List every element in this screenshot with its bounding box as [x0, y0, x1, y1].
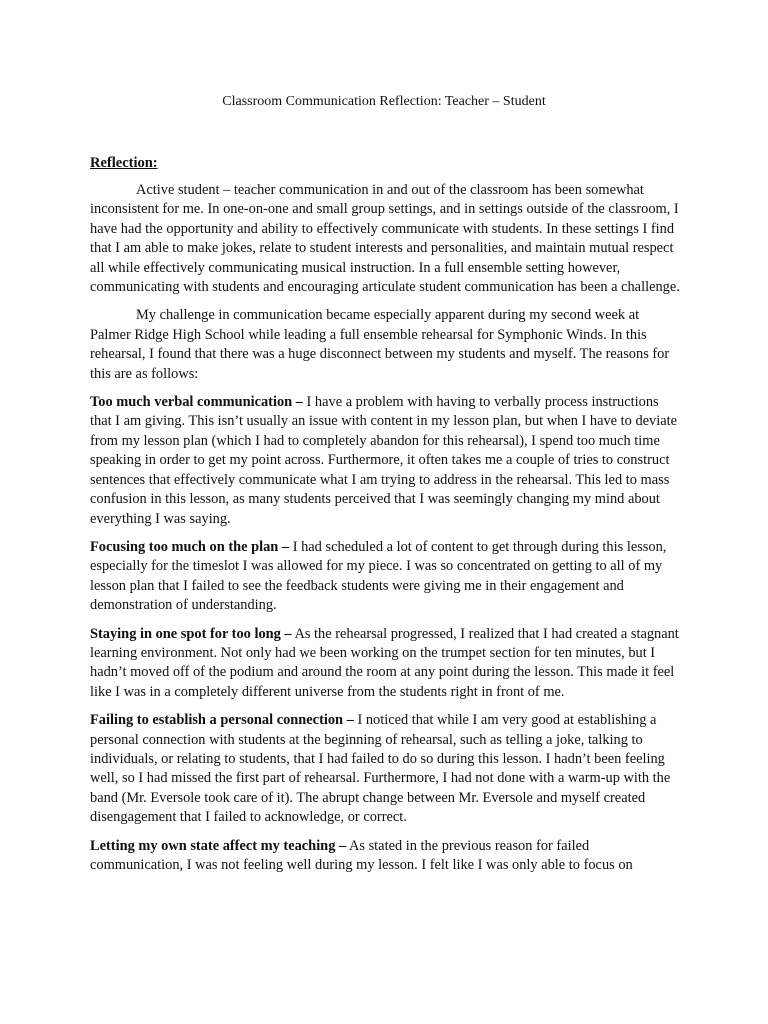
paragraph-staying-one-spot — [90, 625, 680, 703]
paragraph-text: As the rehearsal progressed, I realized that I had created a stagnant learning environment. Not only had we been working on the trumpet section for ten minutes, but I hadn’t moved off of the podium and around the room at any point during the lesson. This made it feel like I was in a completely different universe from the students right in front of me. — [90, 625, 679, 700]
paragraph-text: Active student – teacher communication in and out of the classroom has been somewhat inconsistent for me. In one-on-one and small group settings, and in settings outside of the classroom, I have had the opportunity and ability to effectively communicate with students. In these settings I find that I am able to make jokes, relate to student interests and personalities, and maintain mutual respect all while effectively communicating musical instruction. In a full ensemble setting however, communicating with students and encouraging articulate student communication has been a challenge. — [90, 182, 680, 296]
paragraph-own-state — [90, 837, 680, 876]
paragraph-lead: Letting my own state affect my teaching – — [90, 837, 347, 854]
document-body — [90, 181, 680, 884]
paragraph-text: I had scheduled a lot of content to get through during this lesson, especially for the timeslot I was allowed for my piece. I was so concentrated on getting to all of my lesson plan that I failed to see the feedback students were giving me in their engagement and demonstration of understanding. — [90, 538, 667, 614]
paragraph-focusing-plan — [90, 538, 680, 616]
paragraph-lead: Too much verbal communication – — [90, 394, 303, 411]
paragraph-verbal-communication — [90, 393, 680, 529]
paragraph-lead: Focusing too much on the plan – — [90, 538, 290, 555]
paragraph-text: I have a problem with having to verbally process instructions that I am giving. This isn’t usually an issue with content in my lesson plan, but when I have to deviate from my lesson plan (which I had to completely abandon for this rehearsal), I spend too much time speaking in order to get my point across. Furthermore, it often takes me a couple of tries to construct sentences that effectively communicate what I am trying to address in the rehearsal. This led to mass confusion in this lesson, as many students perceived that I was seemingly changing my mind about everything I was saying. — [90, 394, 677, 527]
paragraph-intro — [90, 181, 680, 297]
section-heading-reflection: Reflection: — [90, 155, 158, 171]
paragraph-text: My challenge in communication became especially apparent during my second week at Palmer Ridge High School while leading a full ensemble rehearsal for Symphonic Winds. In this rehearsal, I found that there was a huge disconnect between my students and myself. The reasons for this are as follows: — [90, 307, 670, 382]
document-title: Classroom Communication Reflection: Teacher – Student — [222, 94, 546, 109]
paragraph-challenge — [90, 306, 680, 384]
paragraph-text: As stated in the previous reason for failed communication, I was not feeling well during my lesson. I felt like I was only able to focus on — [90, 837, 633, 873]
paragraph-lead: Failing to establish a personal connection – — [90, 712, 354, 729]
paragraph-text: I noticed that while I am very good at establishing a personal connection with students at the beginning of rehearsal, such as telling a joke, talking to individuals, or relating to students, that I had failed to do so during this lesson. I hadn’t been feeling well, so I had missed the first part of rehearsal. Furthermore, I had not done with a warm-up with the band (Mr. Eversole took care of it). The abrupt change between Mr. Eversole and myself created disengagement that I failed to acknowledge, or correct. — [90, 712, 671, 826]
paragraph-personal-connection — [90, 711, 680, 827]
paragraph-lead: Staying in one spot for too long – — [90, 625, 292, 642]
